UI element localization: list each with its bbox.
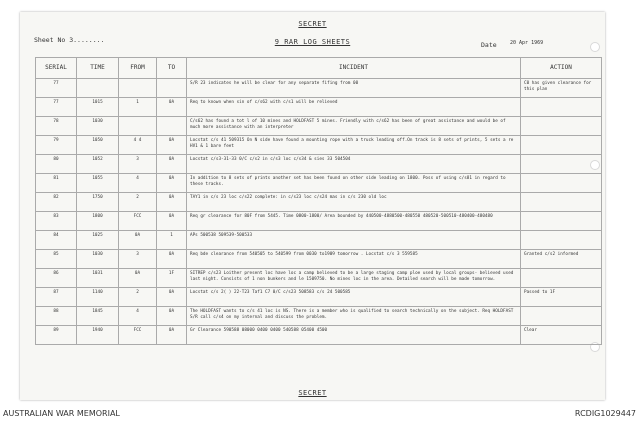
cell-from: FCC [119, 212, 157, 231]
table-row [36, 307, 602, 326]
table-row [36, 193, 602, 212]
cell-to: 0A [157, 193, 187, 212]
cell-to: 0A [157, 250, 187, 269]
sheet-title: 9 RAR LOG SHEETS [274, 38, 351, 46]
archive-credit: AUSTRALIAN WAR MEMORIAL [3, 409, 120, 418]
cell-to [157, 79, 187, 98]
table-row [36, 250, 602, 269]
log-table [35, 57, 602, 345]
cell-serial: 88 [36, 307, 77, 326]
archive-reference: RCDIG1029447 [574, 409, 636, 418]
cell-from: 2 [119, 193, 157, 212]
log-sheet [20, 12, 605, 400]
cell-from: 4 4 [119, 136, 157, 155]
cell-time: 1050 [77, 136, 119, 155]
cell-time: 1750 [77, 193, 119, 212]
cell-incident: Locstat c/s 41 509315 On N side have found a mounting rope with a truck leading off.On track is 8 sets of prints, 5 sets a re HV1 & 1 bare feet [187, 136, 521, 155]
table-row [36, 79, 602, 98]
cell-serial: 85 [36, 250, 77, 269]
cell-action [521, 117, 602, 136]
column-header-incident: INCIDENT [187, 58, 521, 79]
cell-serial: 82 [36, 193, 77, 212]
cell-serial: 77 [36, 79, 77, 98]
cell-from [119, 117, 157, 136]
cell-serial: 83 [36, 212, 77, 231]
table-row [36, 326, 602, 345]
cell-time: 1025 [77, 231, 119, 250]
cell-time [77, 79, 119, 98]
cell-incident: C/s62 has found a tot l of 10 mines and HOLDFAST 5 mines. Friendly with c/s62 has been of great assistance and would be of much more assistance with an interpreter [187, 117, 521, 136]
cell-incident: SITREP c/s23 Loither present loc have loc a camp believed to be a large staging camp ploe used by local groups- believed used last night. Consists of 1 non bunkers and le 1509750. No mines loc in the area. Detailed search will be made tomorrow. [187, 269, 521, 288]
cell-to: 0A [157, 155, 187, 174]
cell-time: 1031 [77, 269, 119, 288]
cell-from: 3 [119, 250, 157, 269]
cell-action: Clear [521, 326, 602, 345]
sheet-number-value: 3........ [69, 36, 105, 44]
cell-from: 0A [119, 231, 157, 250]
table-row [36, 155, 602, 174]
cell-serial: 87 [36, 288, 77, 307]
cell-action [521, 269, 602, 288]
column-header-to: TO [157, 58, 187, 79]
cell-time: 1845 [77, 307, 119, 326]
table-row [36, 174, 602, 193]
cell-action [521, 193, 602, 212]
cell-to: 0A [157, 326, 187, 345]
cell-action [521, 155, 602, 174]
table-row [36, 288, 602, 307]
table-row [36, 212, 602, 231]
cell-action: C0 has given clearance for this plan [521, 79, 602, 98]
cell-time: 1030 [77, 117, 119, 136]
table-header-row [36, 58, 602, 79]
cell-incident: Req bde clearance from 540505 to 540599 from 0030 to1909 tomorrow . Locstat c/s 3 559585 [187, 250, 521, 269]
cell-to: 0A [157, 174, 187, 193]
cell-to: 1F [157, 269, 187, 288]
cell-time: 1052 [77, 155, 119, 174]
cell-from: 0A [119, 269, 157, 288]
cell-to: 0A [157, 288, 187, 307]
table-row [36, 136, 602, 155]
cell-from: 2 [119, 288, 157, 307]
column-header-from: FROM [119, 58, 157, 79]
cell-time: 1015 [77, 98, 119, 117]
cell-action [521, 307, 602, 326]
cell-serial: 79 [36, 136, 77, 155]
cell-to: 0A [157, 98, 187, 117]
cell-serial: 80 [36, 155, 77, 174]
cell-incident: Locstat c/s3-31-33 0/C c/s2 in c/s3 loc c/s34 & sies 33 504504 [187, 155, 521, 174]
cell-to: 1 [157, 231, 187, 250]
date-value: 20 Apr 1969 [510, 40, 544, 46]
cell-action [521, 174, 602, 193]
table-row [36, 117, 602, 136]
cell-time: 1940 [77, 326, 119, 345]
cell-serial: 77 [36, 98, 77, 117]
cell-from: 4 [119, 307, 157, 326]
cell-action: Passed to 1F [521, 288, 602, 307]
cell-action: Granted c/s2 informed [521, 250, 602, 269]
cell-action [521, 98, 602, 117]
cell-action [521, 136, 602, 155]
table-row [36, 98, 602, 117]
column-header-time: TIME [77, 58, 119, 79]
sheet-number-label: Sheet No [34, 36, 66, 44]
cell-to: 0A [157, 307, 187, 326]
security-classification-bottom: SECRET [298, 389, 327, 397]
cell-incident: APs 500538 509539-500533 [187, 231, 521, 250]
cell-incident: Req to known when sin of c/s62 with c/s1 will be relieved [187, 98, 521, 117]
cell-from [119, 79, 157, 98]
cell-from: 1 [119, 98, 157, 117]
cell-time: 1140 [77, 288, 119, 307]
cell-time: 1055 [77, 174, 119, 193]
cell-from: 3 [119, 155, 157, 174]
column-header-serial: SERIAL [36, 58, 77, 79]
cell-serial: 84 [36, 231, 77, 250]
cell-from: 4 [119, 174, 157, 193]
cell-incident: Locstat c/s 2( ) 22-T23 Taf1 C7 0/C c/s23 508583 c/s 24 500585 [187, 288, 521, 307]
cell-incident: The HOLDFAST wants to c/s 41 loc is NS. There is a member who is qualified to search technically on the subject. Req HOLDFAST S/R call c/s4 on my internal and discuss the problem. [187, 307, 521, 326]
security-classification-top: SECRET [298, 20, 327, 28]
cell-incident: TAY1 in c/s 23 loc c/s22 complete: in c/s23 loc c/s24 mas in c/s 230 old loc [187, 193, 521, 212]
cell-from: FCC [119, 326, 157, 345]
cell-action [521, 231, 602, 250]
column-header-action: ACTION [521, 58, 602, 79]
cell-serial: 78 [36, 117, 77, 136]
cell-to [157, 117, 187, 136]
cell-serial: 81 [36, 174, 77, 193]
cell-incident: Gr Clearance 590588 08000 0400 0400 540588 05400 4500 [187, 326, 521, 345]
cell-time: 1800 [77, 212, 119, 231]
cell-incident: Req gr clearance for 80F from 5445. Time 0800-1800/ Area bounded by 440500-4880500-480550 480520-500510-480400-480480 [187, 212, 521, 231]
cell-time: 1030 [77, 250, 119, 269]
cell-serial: 89 [36, 326, 77, 345]
table-row [36, 231, 602, 250]
cell-incident: In addition to 8 sets of prints another set has been found on other side leading on 1800. Poss of using c/s81 in regard to these tracks. [187, 174, 521, 193]
cell-to: 0A [157, 136, 187, 155]
cell-serial: 86 [36, 269, 77, 288]
date-label: Date [481, 41, 497, 49]
cell-incident: S/R 23 indicates he will be clear for any separate fifing from 00 [187, 79, 521, 98]
cell-to: 0A [157, 212, 187, 231]
cell-action [521, 212, 602, 231]
table-row [36, 269, 602, 288]
